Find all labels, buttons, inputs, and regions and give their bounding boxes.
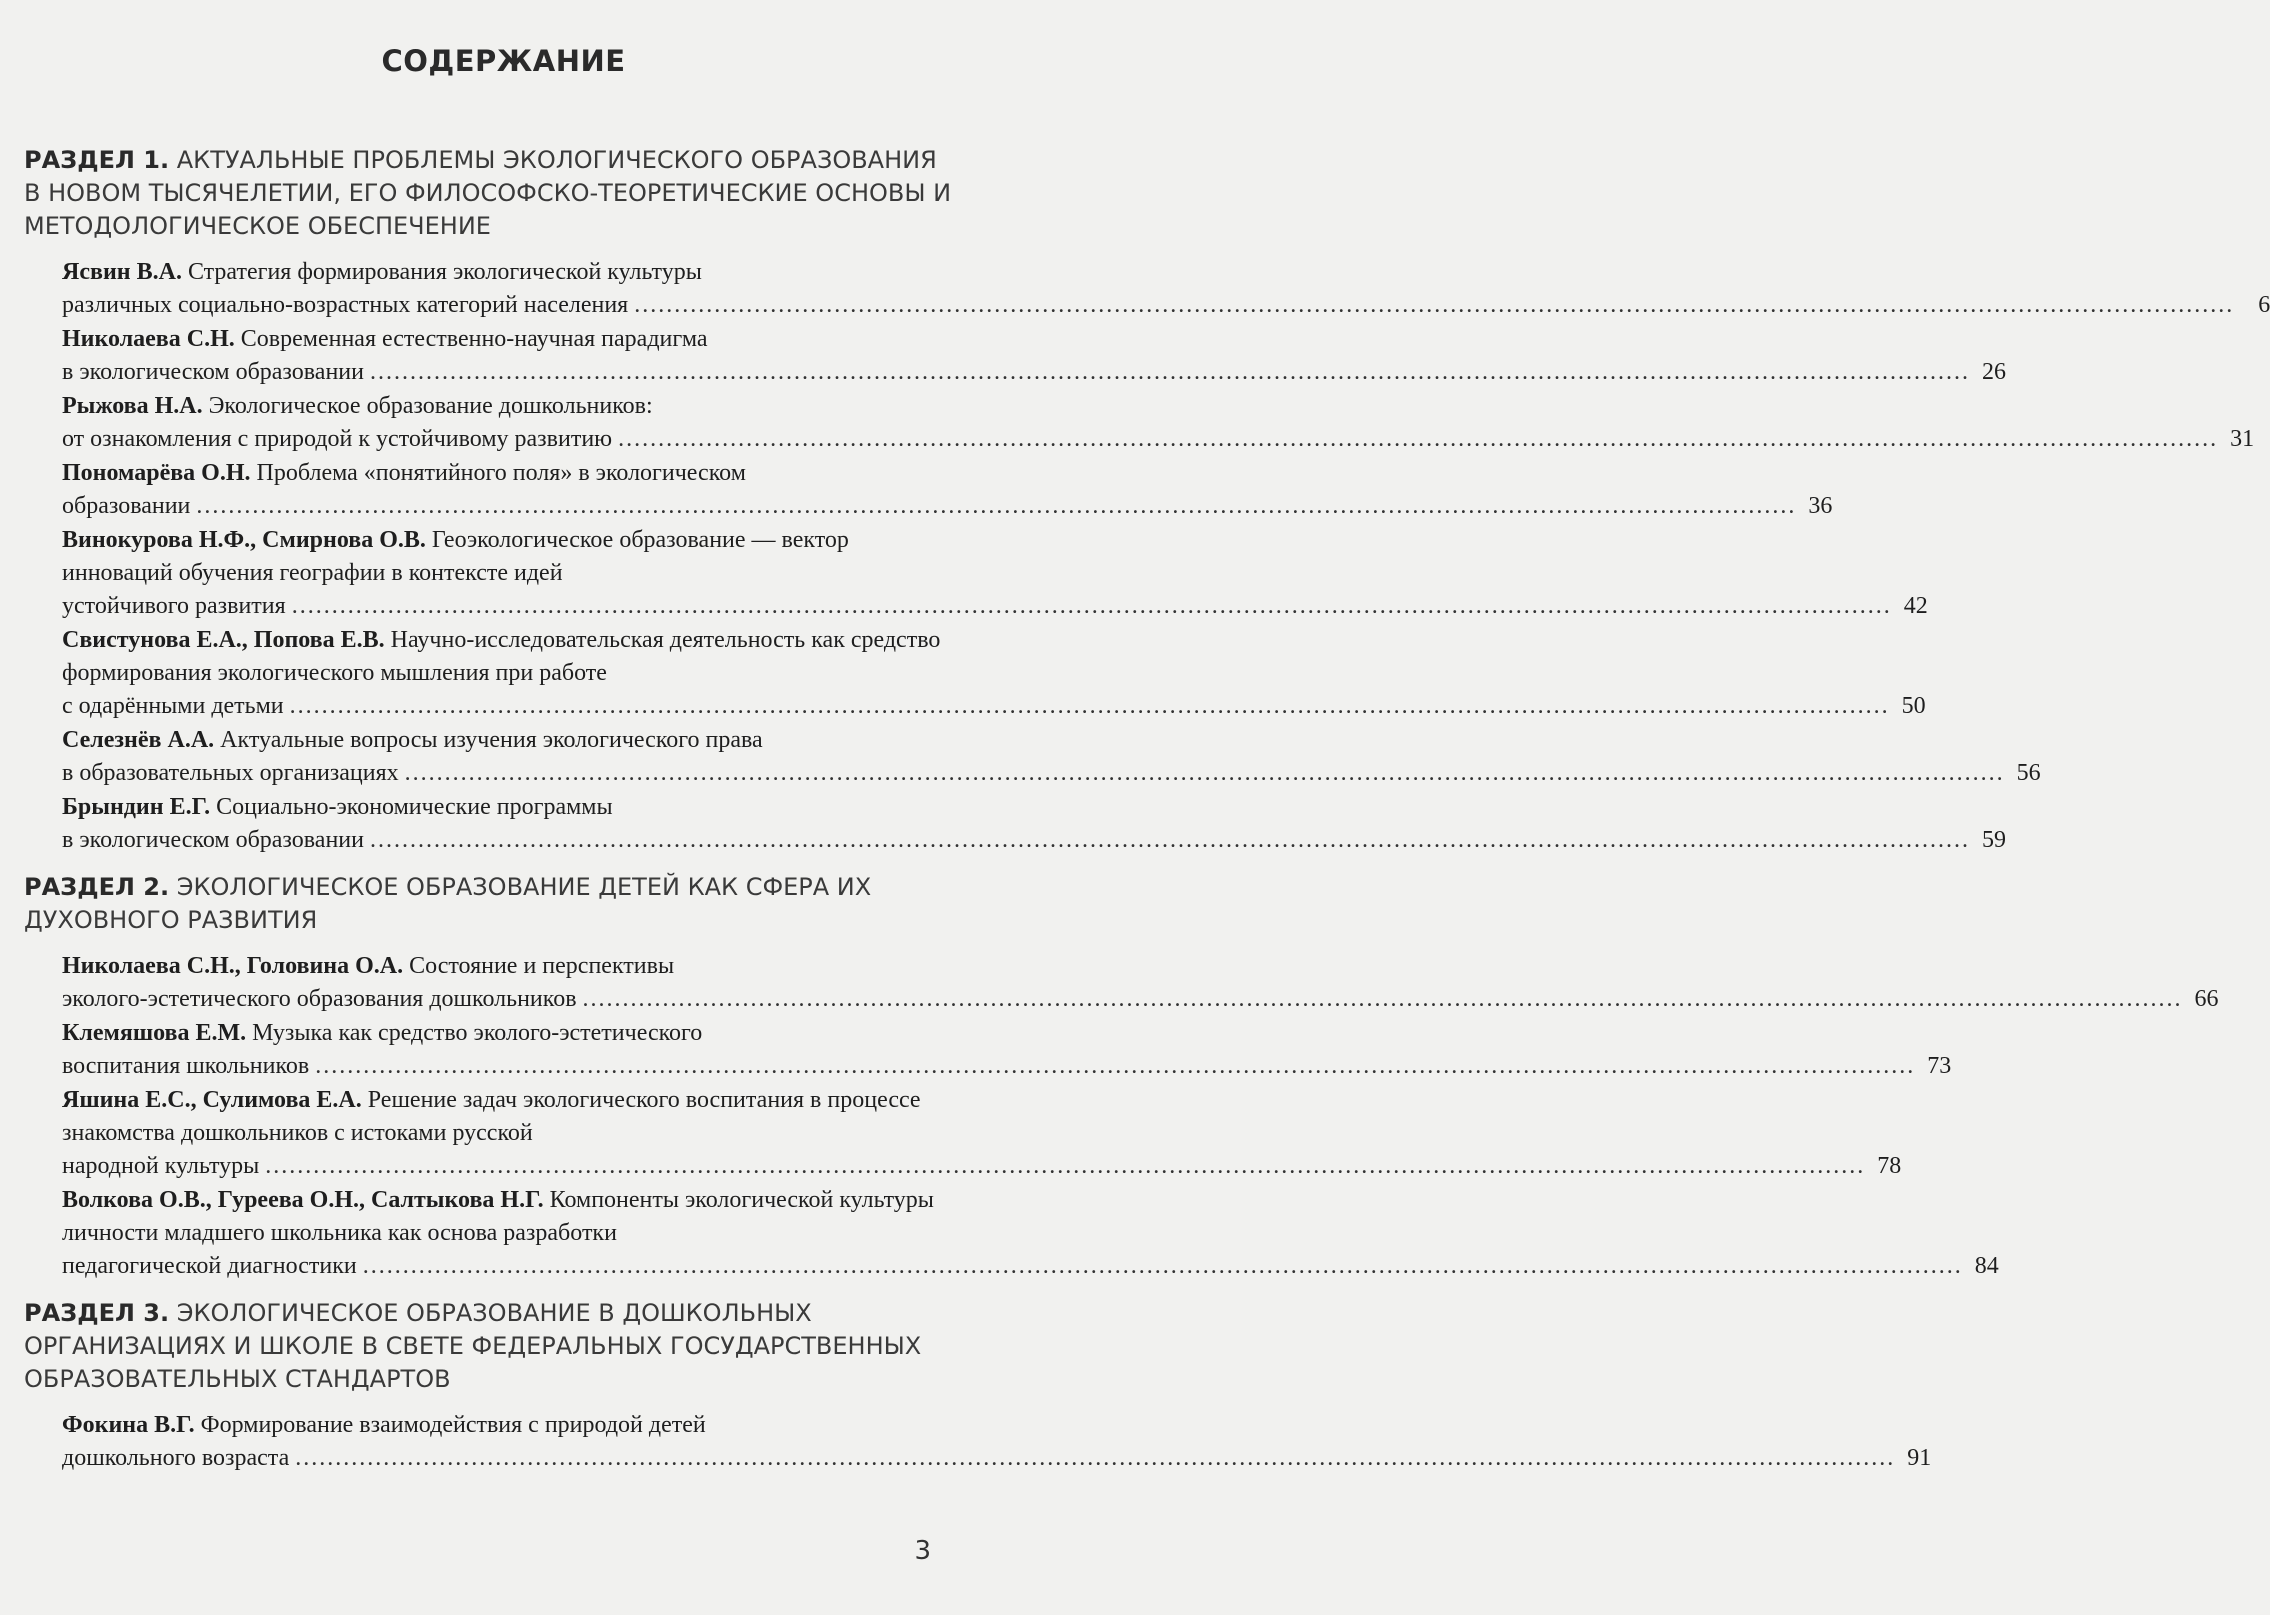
toc-entry [62,457,1833,523]
entry-page-number: 26 [1981,359,2006,385]
entry-title: Экологическое образование дошкольников: [208,393,653,419]
entry-last-line [62,1150,1902,1183]
toc-entry [62,256,2270,322]
entry-last-line [62,423,2255,456]
entry-title: Состояние и перспективы [409,953,675,979]
entry-title-end: образовании [62,493,191,519]
entry-title: Формирование взаимодействия с природой детей [200,1412,706,1438]
entry-title: Компоненты экологической культуры личности младшего школьника как основа разработки [62,1187,934,1246]
toc-entry [62,791,2006,857]
entry-title-end: воспитания школьников [62,1053,310,1079]
entry-heading [62,1017,954,1050]
entry-author: Николаева С.Н. [62,326,235,352]
entry-heading [62,791,954,824]
entry-list [62,1409,1932,1475]
toc-entry [62,724,2041,790]
entry-page-number: 73 [1927,1053,1952,1079]
entry-last-line [62,1050,1952,1083]
toc-entry [62,524,1928,623]
entry-title-end: в экологическом образовании [62,359,364,385]
entry-title: Стратегия формирования экологической культуры [187,259,702,285]
entry-last-line [62,690,1926,723]
entry-author: Селезнёв А.А. [62,727,215,753]
dot-leader: ........................................................................................................................................................................................................ [291,593,1892,619]
section-label: РАЗДЕЛ 2. [24,873,170,901]
entry-author: Винокурова Н.Ф., Смирнова О.В. [62,527,426,553]
entry-title: Решение задач экологического воспитания в процессе знакомства дошкольников с истоками русской [62,1087,921,1146]
entry-last-line [62,1250,1999,1283]
entry-author: Волкова О.В., Гуреева О.Н., Салтыкова Н.Г. [62,1187,544,1213]
entry-heading [62,1084,954,1150]
section-3 [24,1297,1932,1475]
section-heading [24,144,954,243]
entry-title-end: в образовательных организациях [62,760,399,786]
toc-entry [62,1409,1932,1475]
entry-author: Ясвин В.А. [62,259,182,285]
entry-last-line [62,590,1928,623]
entry-heading [62,1184,954,1250]
entry-heading [62,724,954,757]
section-title: АКТУАЛЬНЫЕ ПРОБЛЕМЫ ЭКОЛОГИЧЕСКОГО ОБРАЗОВАНИЯ В НОВОМ ТЫСЯЧЕЛЕТИИ, ЕГО ФИЛОСОФСКО-ТЕОРЕТИЧЕСКИЕ ОСНОВЫ И МЕТОДОЛОГИЧЕСКОЕ ОБЕСПЕЧЕНИЕ [24,146,952,240]
toc-entry [62,950,2219,1016]
dot-leader: ........................................................................................................................................................................................................ [362,1253,1963,1279]
section-label: РАЗДЕЛ 1. [24,146,170,174]
entry-title: Научно-исследовательская деятельность как средство формирования экологического мышления при работе [62,627,941,686]
dot-leader: ........................................................................................................................................................................................................ [582,986,2183,1012]
entry-page-number: 6 [2258,292,2270,318]
entry-list [62,950,2219,1283]
entry-title-end: педагогической диагностики [62,1253,357,1279]
entry-heading [62,1409,954,1442]
page-number: 3 [914,1536,931,1566]
toc-entry [62,1084,1902,1183]
toc-entry [62,323,2006,389]
page-title: СОДЕРЖАНИЕ [381,44,626,78]
entry-title-end: эколого-эстетического образования дошкольников [62,986,577,1012]
entry-heading [62,256,954,289]
entry-title: Геоэкологическое образование — вектор инноваций обучения географии в контексте идей [62,527,849,586]
dot-leader: ........................................................................................................................................................................................................ [618,426,2219,452]
dot-leader: ........................................................................................................................................................................................................ [289,693,1890,719]
section-heading [24,1297,954,1396]
table-of-contents [24,144,2270,1489]
entry-title-end: дошкольного возраста [62,1445,290,1471]
entry-author: Пономарёва О.Н. [62,460,251,486]
dot-leader: ........................................................................................................................................................................................................ [295,1445,1896,1471]
entry-page-number: 56 [2016,760,2041,786]
entry-title-end: народной культуры [62,1153,260,1179]
entry-page-number: 36 [1808,493,1833,519]
entry-last-line [62,1442,1932,1475]
entry-last-line [62,490,1833,523]
section-1 [24,144,2270,857]
entry-title: Современная естественно-научная парадигма [240,326,708,352]
entry-title-end: от ознакомления с природой к устойчивому развитию [62,426,613,452]
entry-title: Музыка как средство эколого-эстетического [252,1020,703,1046]
entry-heading [62,390,954,423]
entry-last-line [62,289,2270,322]
section-label: РАЗДЕЛ 3. [24,1299,170,1327]
entry-author: Свистунова Е.А., Попова Е.В. [62,627,385,653]
dot-leader: ........................................................................................................................................................................................................ [265,1153,1866,1179]
entry-page-number: 91 [1907,1445,1932,1471]
section-title: ЭКОЛОГИЧЕСКОЕ ОБРАЗОВАНИЕ ДЕТЕЙ КАК СФЕРА ИХ ДУХОВНОГО РАЗВИТИЯ [24,873,872,934]
section-2 [24,871,2219,1283]
entry-title-end: устойчивого развития [62,593,286,619]
entry-page-number: 84 [1974,1253,1999,1279]
entry-page-number: 66 [2194,986,2219,1012]
entry-author: Клемяшова Е.М. [62,1020,247,1046]
entry-page-number: 31 [2230,426,2255,452]
toc-entry [62,624,1926,723]
dot-leader: ........................................................................................................................................................................................................ [369,359,1970,385]
entry-title-end: с одарёнными детьми [62,693,284,719]
entry-author: Николаева С.Н., Головина О.А. [62,953,404,979]
dot-leader: ........................................................................................................................................................................................................ [404,760,2005,786]
entry-title-end: в экологическом образовании [62,827,364,853]
entry-page-number: 59 [1981,827,2006,853]
entry-author: Брындин Е.Г. [62,794,211,820]
entry-heading [62,524,954,590]
dot-leader: ........................................................................................................................................................................................................ [315,1053,1916,1079]
toc-entry [62,1017,1952,1083]
entry-heading [62,950,954,983]
entry-title-end: различных социально-возрастных категорий населения [62,292,629,318]
dot-leader: ........................................................................................................................................................................................................ [196,493,1797,519]
entry-title: Социально-экономические программы [216,794,613,820]
entry-page-number: 50 [1901,693,1926,719]
section-heading [24,871,954,937]
dot-leader: ........................................................................................................................................................................................................ [369,827,1970,853]
entry-last-line [62,757,2041,790]
entry-author: Фокина В.Г. [62,1412,195,1438]
entry-list [62,256,2270,857]
entry-title: Проблема «понятийного поля» в экологическом [256,460,746,486]
section-title: ЭКОЛОГИЧЕСКОЕ ОБРАЗОВАНИЕ В ДОШКОЛЬНЫХ ОРГАНИЗАЦИЯХ И ШКОЛЕ В СВЕТЕ ФЕДЕРАЛЬНЫХ ГОСУДАРСТВЕННЫХ ОБРАЗОВАТЕЛЬНЫХ СТАНДАРТОВ [24,1299,922,1393]
entry-page-number: 42 [1903,593,1928,619]
entry-heading [62,323,954,356]
entry-author: Яшина Е.С., Сулимова Е.А. [62,1087,362,1113]
entry-title: Актуальные вопросы изучения экологического права [220,727,763,753]
entry-heading [62,624,954,690]
toc-entry [62,390,2255,456]
entry-last-line [62,983,2219,1016]
entry-author: Рыжова Н.А. [62,393,203,419]
toc-entry [62,1184,1999,1283]
dot-leader: ........................................................................................................................................................................................................ [634,292,2235,318]
entry-heading [62,457,954,490]
entry-page-number: 78 [1877,1153,1902,1179]
entry-last-line [62,356,2006,389]
entry-last-line [62,824,2006,857]
